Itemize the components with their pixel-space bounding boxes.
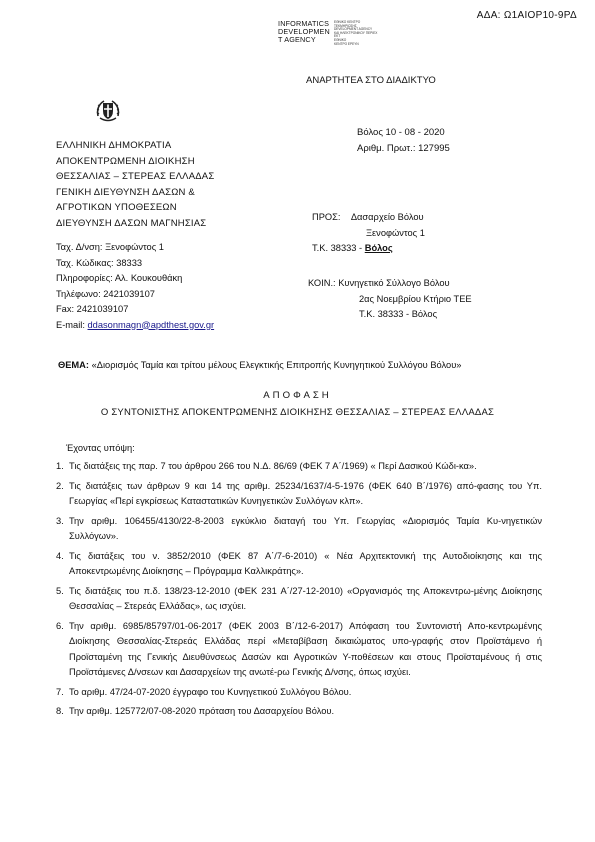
ida-logo — [278, 20, 377, 46]
header-line: ΑΠΟΚΕΝΤΡΩΜΕΝΗ ΔΙΟΙΚΗΣΗ — [56, 155, 195, 167]
header-line: ΑΓΡΟΤΙΚΩΝ ΥΠΟΘΕΣΕΩΝ — [56, 202, 177, 214]
item-number: 4. — [56, 550, 64, 561]
information-contact-line: Πληροφορίες: Αλ. Κουκουθάκη — [56, 273, 183, 283]
subject-text: «Διορισμός Ταμία και τρίτου μέλους Ελεγκτικής Επιτροπής Κυνηγητικού Συλλόγου Βόλου» — [89, 360, 462, 370]
fax-line: Fax: 2421039107 — [56, 304, 129, 314]
item-text: Το αριθμ. 47/24-07-2020 έγγραφο του Κυνηγετικού Συλλόγου Βόλου. — [69, 686, 352, 697]
date-protocol-block — [357, 125, 450, 156]
list-item — [56, 584, 542, 615]
item-number: 3. — [56, 515, 64, 526]
list-item — [56, 685, 542, 701]
subject-label: ΘΕΜΑ: — [58, 360, 89, 370]
recipient-postal-line — [312, 241, 425, 257]
ida-logo-small-line: ΤΕΚΜΗΡΙΩΣΗΣ — [333, 23, 357, 28]
email-label: E-mail: — [56, 319, 88, 330]
ida-logo-small-line: ΕΘΝΙΚΟ — [333, 37, 347, 42]
ida-logo-small-line: ΕΘΝΙΚΟ ΚΕΝΤΡΟ — [333, 20, 361, 24]
decision-subtitle: Ο ΣΥΝΤΟΝΙΣΤΗΣ ΑΠΟΚΕΝΤΡΩΜΕΝΗΣ ΔΙΟΙΚΗΣΗΣ ΘΕΣΣΑΛΙΑΣ – ΣΤΕΡΕΑΣ ΕΛΛΑΔΑΣ — [100, 407, 495, 418]
recipient-block — [312, 210, 425, 257]
ida-logo-line: DEVELOPMEN — [278, 27, 330, 36]
issuing-authority-header — [56, 138, 214, 232]
item-number: 1. — [56, 461, 64, 471]
to-label: ΠΡΟΣ: — [312, 212, 341, 222]
decision-title: ΑΠΟΦΑΣΗ — [263, 390, 332, 401]
ada-code: ΑΔΑ: Ω1ΑΙΟΡ10-9ΡΔ — [476, 10, 577, 21]
header-line: ΘΕΣΣΑΛΙΑΣ – ΣΤΕΡΕΑΣ ΕΛΛΑΔΑΣ — [56, 171, 215, 183]
header-line: ΕΛΛΗΝΙΚΗ ΔΗΜΟΚΡΑΤΙΑ — [56, 140, 172, 151]
email-link[interactable]: ddasonmagn@apdthest.gov.gr — [87, 319, 215, 330]
greek-emblem-icon — [94, 96, 122, 124]
phone-line: Τηλέφωνο: 2421039107 — [56, 288, 155, 299]
cc-line: ΚΟΙΝ.: Κυνηγετικό Σύλλογο Βόλου — [308, 278, 450, 288]
recipient-name: Δασαρχείο Βόλου — [350, 212, 424, 222]
list-item — [56, 704, 542, 720]
header-line: ΔΙΕΥΘΥΝΣΗ ΔΑΣΩΝ ΜΑΓΝΗΣΙΑΣ — [56, 217, 207, 229]
ida-logo-small-line: ΕΚΤ — [333, 34, 341, 39]
header-line: ΓΕΝΙΚΗ ΔΙΕΥΘΥΝΣΗ ΔΑΣΩΝ & — [56, 186, 195, 198]
ida-logo-small-line: ΚΑΙ ΗΛΕΚΤΡΟΝΙΚΟΥ ΠΕΡΙΕΧ — [333, 30, 378, 35]
item-number: 6. — [56, 620, 64, 631]
ida-logo-main-text — [278, 20, 330, 44]
ida-logo-small-line: ΚΕΝΤΡΟ ΕΡΕΥΝ — [333, 41, 359, 46]
recipient-postal-code: Τ.Κ. 38333 - — [312, 243, 365, 253]
cc-address: 2ας Νοεμβρίου Κτήριο ΤΕΕ — [359, 293, 472, 304]
address-line: Ταχ. Δ/νση: Ξενοφώντος 1 — [56, 242, 164, 252]
item-text: Την αριθμ. 106455/4130/22-8-2003 εγκύκλιο διαταγή του Υπ. Γεωργίας «Διορισμός Ταμία Κυ-νηγετικών Συλλόγων». — [69, 515, 542, 541]
item-number: 5. — [56, 585, 64, 596]
postal-code-line: Ταχ. Κώδικας: 38333 — [56, 257, 143, 268]
email-line — [56, 318, 214, 334]
list-item — [56, 549, 542, 580]
list-item — [56, 619, 542, 681]
having-in-view-label: Έχοντας υπόψη: — [66, 443, 135, 453]
recipient-street: Ξενοφώντος 1 — [366, 227, 425, 238]
cc-block — [308, 276, 472, 323]
subject-line — [58, 360, 461, 370]
item-number: 8. — [56, 706, 64, 716]
list-item — [56, 514, 542, 545]
item-number: 7. — [56, 686, 64, 697]
ida-logo-line: INFORMATICS — [278, 19, 330, 28]
item-text: Τις διατάξεις του π.δ. 138/23-12-2010 (ΦΕΚ 231 Α΄/27-12-2010) «Οργανισμός της Αποκεντρω-μένης Διοίκησης Θεσσαλίας – Στερεάς Ελλάδας», ως ισχύει. — [69, 585, 542, 611]
ida-logo-line: T AGENCY — [278, 35, 316, 44]
item-text: Τις διατάξεις των άρθρων 9 και 14 της αριθμ. 25234/1637/4-5-1976 (ΦΕΚ 640 Β΄/1976) από-φασης του Υπ. Γεωργίας «Περί εγκρίσεως Καταστατικών Κυνηγετικών Συλλόγων κλπ». — [69, 480, 542, 506]
item-text: Τις διατάξεις της παρ. 7 του άρθρου 266 του Ν.Δ. 86/69 (ΦΕΚ 7 Α΄/1969) « Περί Δασικού Κώδι-κα». — [69, 461, 477, 471]
item-text: Την αριθμ. 125772/07-08-2020 πρόταση του Δασαρχείου Βόλου. — [69, 706, 335, 716]
list-item — [56, 459, 542, 475]
list-item — [56, 479, 542, 510]
ida-logo-small-text — [334, 21, 378, 46]
item-number: 2. — [56, 480, 64, 491]
document-date: Βόλος 10 - 08 - 2020 — [357, 127, 445, 138]
recipient-city: Βόλος — [364, 243, 393, 253]
posted-online-label: ΑΝΑΡΤΗΤΕΑ ΣΤΟ ΔΙΑΔΙΚΤΥΟ — [306, 75, 436, 86]
item-text: Την αριθμ. 6985/85797/01-06-2017 (ΦΕΚ 2003 Β΄/12-6-2017) Απόφαση του Συντονιστή Απο-κεντρωμένης Διοίκησης Θεσσαλίας-Στερεάς Ελλάδας περί «Μεταβίβαση δικαιώματος υπο-γραφής στον Προϊστάμενο ή Προϊσταμένη της Γενικής Διευθύνσεως Δασών και Αγροτικών Υ-ποθέσεων και στους Προϊσταμένους ή στις Προϊστάμενες Δ/νσεων και Δασαρχείων της ανωτέ-ρω Γενικής Δ/νσης, όπως ισχύει. — [69, 620, 542, 677]
contact-details — [56, 240, 214, 333]
ida-logo-small-line: DEVELOPMENT AGENCY — [333, 27, 373, 32]
considerations-list — [56, 459, 542, 724]
item-text: Τις διατάξεις του ν. 3852/2010 (ΦΕΚ 87 Α΄/7-6-2010) « Νέα Αρχιτεκτονική της Αυτοδιοίκησης και της Αποκεντρωμένης Διοίκησης – Πρόγραμμα Καλλικράτης». — [69, 550, 542, 576]
recipient-line — [312, 210, 425, 226]
cc-postal: Τ.Κ. 38333 - Βόλος — [359, 309, 438, 319]
protocol-number: Αριθμ. Πρωτ.: 127995 — [357, 142, 450, 154]
